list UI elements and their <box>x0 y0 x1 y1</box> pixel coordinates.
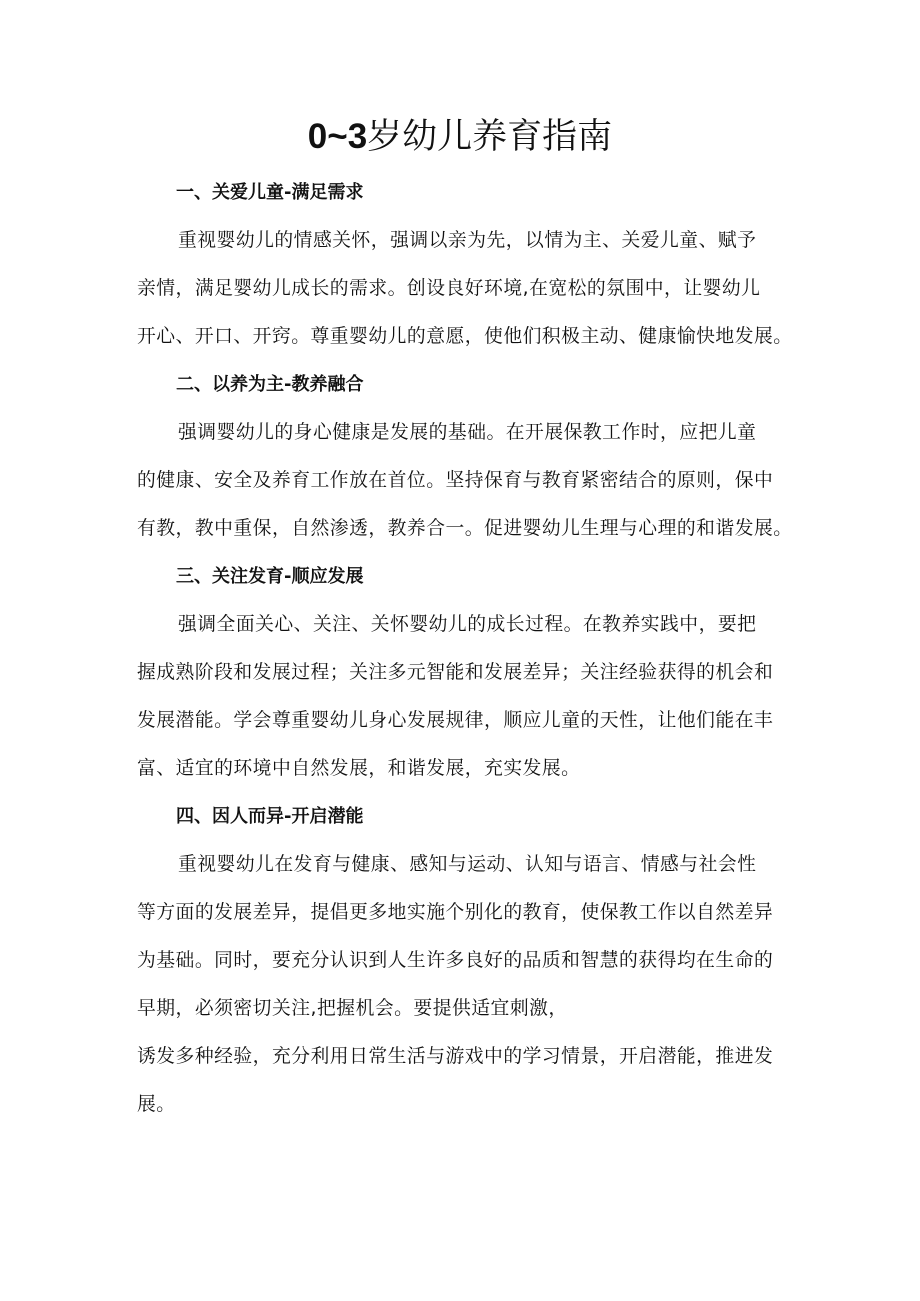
paragraph-line: 开心、开口、开窍。尊重婴幼儿的意愿，使他们积极主动、健康愉快地发展。 <box>137 326 793 347</box>
section-3-paragraph <box>137 601 792 793</box>
section-1 <box>137 169 792 361</box>
title-text: 岁幼儿养育指南 <box>367 117 613 157</box>
paragraph-line: 富、适宜的环境中自然发展，和谐发展，充实发展。 <box>137 758 581 779</box>
paragraph-line: 展。 <box>137 1094 176 1115</box>
paragraph-line: 诱发多种经验，充分利用日常生活与游戏中的学习情景，开启潜能，推进发 <box>137 1046 774 1067</box>
section-3 <box>137 553 792 793</box>
section-2-paragraph <box>137 409 792 553</box>
paragraph-line: 握成熟阶段和发展过程；关注多元智能和发展差异；关注经验获得的机会和 <box>137 662 774 683</box>
section-3-heading: 三、关注发育-顺应发展 <box>176 566 364 587</box>
paragraph-line: 有教，教中重保，自然渗透，教养合一。促进婴幼儿生理与心理的和谐发展。 <box>137 518 793 539</box>
title-number: 0~3 <box>307 117 368 156</box>
paragraph-line: 重视婴幼儿的情感关怀，强调以亲为先，以情为主、关爱儿童、赋予 <box>178 230 757 251</box>
section-2-heading: 二、以养为主-教养融合 <box>176 374 364 395</box>
paragraph-line: 发展潜能。学会尊重婴幼儿身心发展规律，顺应儿童的天性，让他们能在丰 <box>137 710 774 731</box>
paragraph-line: 强调全面关心、关注、关怀婴幼儿的成长过程。在教养实践中，要把 <box>178 614 757 635</box>
document-body <box>137 169 792 1129</box>
section-2 <box>137 361 792 553</box>
paragraph-line: 为基础。同时，要充分认识到人生许多良好的品质和智慧的获得均在生命的 <box>137 950 774 971</box>
paragraph-line: 重视婴幼儿在发育与健康、感知与运动、认知与语言、情感与社会性 <box>178 854 757 875</box>
paragraph-line: 强调婴幼儿的身心健康是发展的基础。在开展保教工作时，应把儿童 <box>178 422 757 443</box>
section-4 <box>137 793 792 1129</box>
section-4-heading: 四、因人而异-开启潜能 <box>176 806 364 827</box>
section-1-heading: 一、关爱儿童-满足需求 <box>176 182 364 203</box>
paragraph-line: 亲情，满足婴幼儿成长的需求。创设良好环境,在宽松的氛围中，让婴幼儿 <box>137 278 761 299</box>
paragraph-line: 的健康、安全及养育工作放在首位。坚持保育与教育紧密结合的原则，保中 <box>137 470 774 491</box>
paragraph-line: 等方面的发展差异，提倡更多地实施个别化的教育，使保教工作以自然差异 <box>137 902 774 923</box>
page-title <box>0 112 920 162</box>
paragraph-line: 早期，必须密切关注,把握机会。要提供适宜刺激， <box>137 998 568 1019</box>
section-1-paragraph <box>137 217 792 361</box>
section-4-paragraph <box>137 841 792 1129</box>
